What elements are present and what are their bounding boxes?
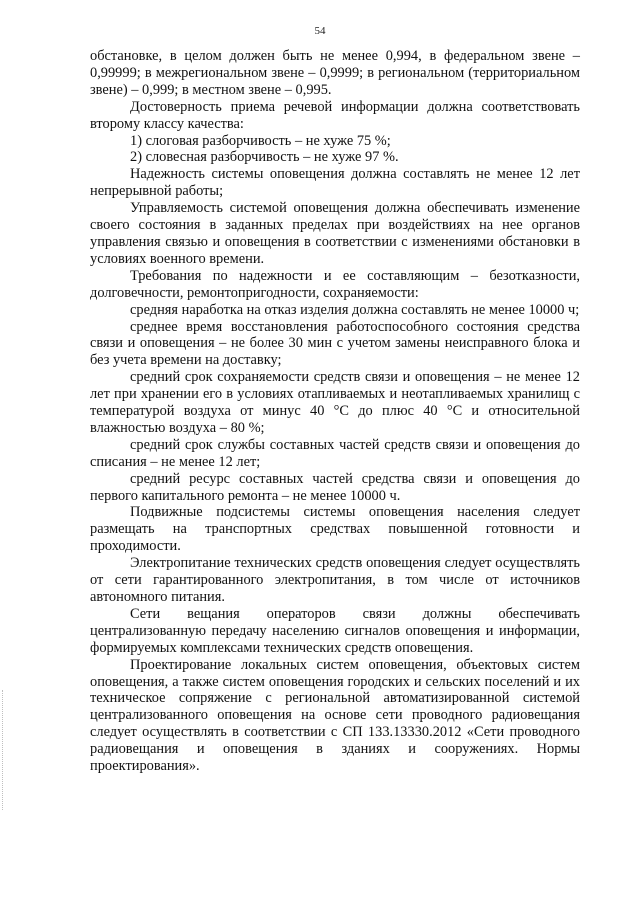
document-body [90, 48, 580, 775]
paragraph-resource-to-overhaul: средний ресурс составных частей средства связи и оповещения до первого капитального ремонта – не менее 10000 ч. [90, 470, 580, 504]
paragraph-mobile-subsystems: Подвижные подсистемы системы оповещения населения следует размещать на транспортных средствах повышенной готовности и проходимости. [90, 504, 580, 555]
paragraph-mean-time-between-failures: средняя наработка на отказ изделия должна составлять не менее 10000 ч; [130, 301, 580, 318]
paragraph-reliability-requirements: Требования по надежности и ее составляющим – безотказности, долговечности, ремонтопригодности, сохраняемости: [90, 267, 580, 301]
paragraph-controllability: Управляемость системой оповещения должна обеспечивать изменение своего состояния в заданных пределах при воздействиях на нее органов управления связью и оповещения в соответствии с изменениями обстановки в условиях военного времени. [90, 200, 580, 267]
scan-edge-mark [2, 690, 4, 810]
paragraph-reliability-levels: обстановке, в целом должен быть не менее 0,994, в федеральном звене – 0,99999; в межрегиональном звене – 0,9999; в региональном (территориальном звене) – 0,999; в местном звене – 0,995. [90, 48, 580, 98]
paragraph-system-reliability: Надежность системы оповещения должна составлять не менее 12 лет непрерывной работы; [90, 166, 580, 200]
paragraph-mean-recovery-time: среднее время восстановления работоспособного состояния средства связи и оповещения – не более 30 мин с учетом замены неисправного блока и без учета времени на доставку; [90, 318, 580, 369]
paragraph-local-systems-design: Проектирование локальных систем оповещения, объектовых систем оповещения, а также систем оповещения городских и сельских поселений и их техническое сопряжение с региональной автоматизированной системой централизованного оповещения на основе сети проводного радиовещания следует осуществлять в соответствии с СП 133.13330.2012 «Сети проводного радиовещания и оповещения в зданиях и сооружениях. Нормы проектирования». [90, 656, 580, 775]
paragraph-service-life: средний срок службы составных частей средств связи и оповещения до списания – не менее 12 лет; [90, 436, 580, 470]
page-number: 54 [314, 25, 326, 37]
paragraph-power-supply: Электропитание технических средств оповещения следует осуществлять от сети гарантированного электропитания, в том числе от источников автономного питания. [90, 555, 580, 605]
list-item-word-intelligibility: 2) словесная разборчивость – не хуже 97 %. [130, 149, 399, 166]
paragraph-broadcast-networks: Сети вещания операторов связи должны обеспечивать централизованную передачу населению сигналов оповещения и информации, формируемых комплексами технических средств оповещения. [90, 605, 580, 656]
paragraph-storage-life: средний срок сохраняемости средств связи и оповещения – не менее 12 лет при хранении его в условиях отапливаемых и неотапливаемых хранилищ с температурой воздуха от минус 40 °C до плюс 40 °C и относительной влажностью воздуха – 80 %; [90, 369, 580, 436]
paragraph-speech-quality: Достоверность приема речевой информации должна соответствовать второму классу качества: [90, 98, 580, 132]
list-item-syllable-intelligibility: 1) слоговая разборчивость – не хуже 75 %; [130, 132, 391, 149]
